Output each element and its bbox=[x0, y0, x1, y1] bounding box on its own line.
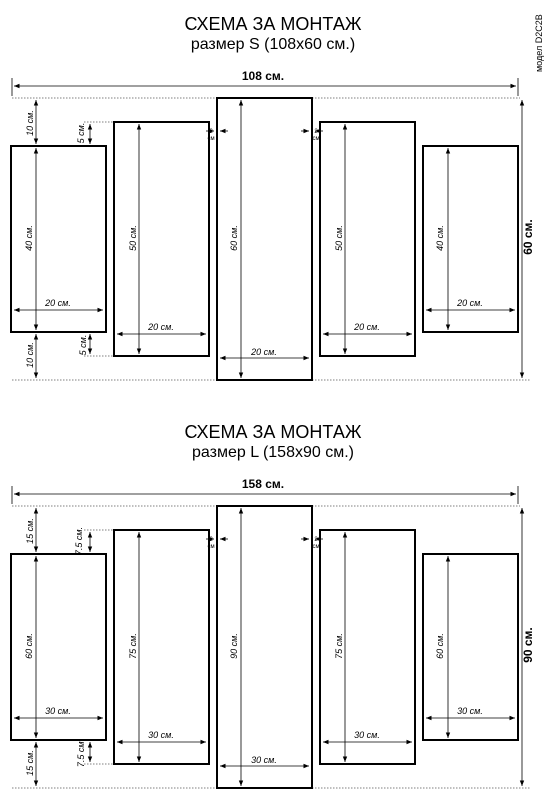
panel-5-width-label: 30 см. bbox=[457, 706, 483, 716]
panel-1-height-label: 40 см. bbox=[24, 225, 34, 251]
scheme-subtitle: размер L (158x90 см.) bbox=[192, 444, 354, 461]
panel-1-height-label: 60 см. bbox=[24, 633, 34, 659]
gap-left-label-unit: см bbox=[207, 136, 215, 142]
panel-2-height-label: 50 см. bbox=[128, 225, 138, 251]
panel-5-width-label: 20 см. bbox=[457, 298, 483, 308]
panel-4-height-label: 50 см. bbox=[334, 225, 344, 251]
scheme-s bbox=[0, 0, 546, 400]
panel-2-offset-top-label: 7.5 см. bbox=[74, 526, 84, 556]
panel-5-height-label: 40 см. bbox=[435, 225, 445, 251]
panel-5-height-label: 60 см. bbox=[435, 633, 445, 659]
scheme-diagram bbox=[0, 408, 546, 808]
panel-1-offset-bottom-label: 15 см. bbox=[25, 750, 35, 776]
scheme-diagram bbox=[0, 0, 546, 400]
panel-2-width-label: 30 см. bbox=[148, 730, 174, 740]
panel-2-offset-bottom-label: 5 см. bbox=[78, 334, 88, 356]
panel-2-height-label: 75 см. bbox=[128, 633, 138, 659]
gap-left-label-value: 2 bbox=[209, 537, 213, 543]
gap-right-label-value: 2 bbox=[314, 129, 318, 135]
panel-3-height-label: 90 см. bbox=[229, 633, 239, 659]
scheme-l bbox=[0, 408, 546, 808]
panel-2-offset-top-label: 5 см. bbox=[76, 122, 86, 144]
panel-3-height-label: 60 см. bbox=[229, 225, 239, 251]
gap-right-label-unit: см bbox=[312, 136, 320, 142]
panel-3-width-label: 30 см. bbox=[251, 755, 277, 765]
panel-4-width-label: 30 см. bbox=[354, 730, 380, 740]
scheme-title: СХЕМА ЗА МОНТАЖ bbox=[184, 422, 362, 442]
panel-4-height-label: 75 см. bbox=[334, 633, 344, 659]
panel-2-offset-bottom-label: 7.5 см. bbox=[76, 738, 86, 768]
scheme-subtitle: размер S (108x60 см.) bbox=[190, 36, 356, 53]
scheme-title: СХЕМА ЗА МОНТАЖ bbox=[184, 14, 362, 34]
gap-right-label-unit: см bbox=[312, 544, 320, 550]
gap-left-label-unit: см bbox=[207, 544, 215, 550]
gap-right-label-value: 2 bbox=[314, 537, 318, 543]
panel-1-offset-top-label: 15 см. bbox=[25, 518, 35, 544]
panel-4-width-label: 20 см. bbox=[354, 322, 380, 332]
panel-3-width-label: 20 см. bbox=[251, 347, 277, 357]
model-label-text: модел D2C2B bbox=[534, 14, 544, 72]
panel-1-offset-top-label: 10 см. bbox=[25, 110, 35, 136]
total-height-label: 90 см. bbox=[521, 627, 535, 663]
panel-1-width-label: 20 см. bbox=[45, 298, 71, 308]
panel-1-offset-bottom-label: 10 см. bbox=[25, 342, 35, 368]
panel-2-width-label: 20 см. bbox=[148, 322, 174, 332]
total-width-label: 158 см. bbox=[241, 477, 285, 491]
total-height-label: 60 см. bbox=[521, 219, 535, 255]
total-width-label: 108 см. bbox=[241, 69, 285, 83]
panel-1-width-label: 30 см. bbox=[45, 706, 71, 716]
gap-left-label-value: 2 bbox=[209, 129, 213, 135]
